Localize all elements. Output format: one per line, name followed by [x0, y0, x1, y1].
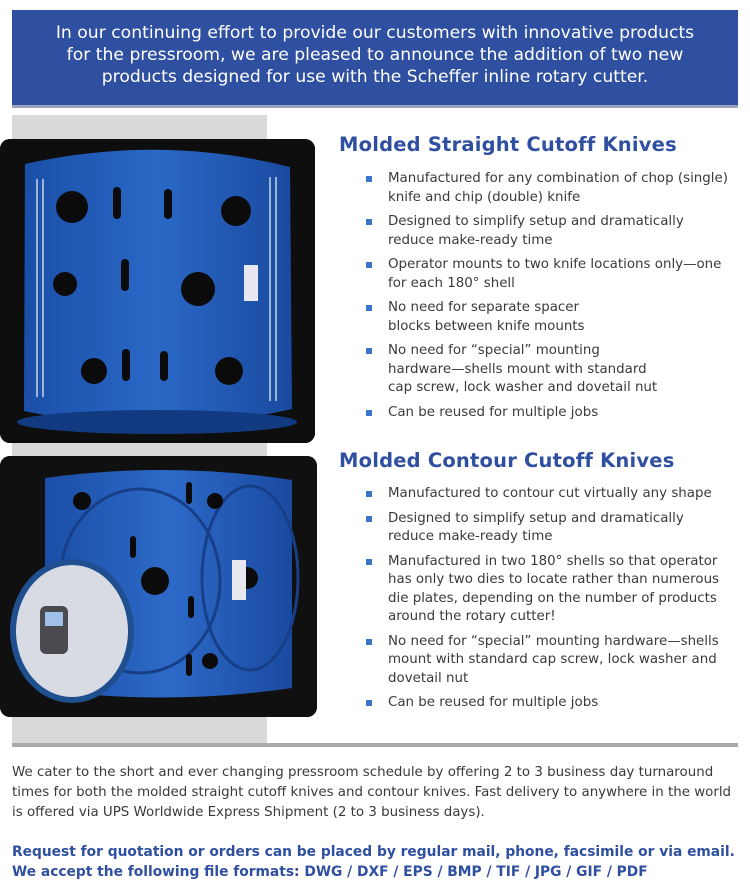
banner-line-2: for the pressroom, we are pleased to announce the addition of two new [66, 45, 684, 65]
bullet-text: No need for separate spacer blocks between knife mounts [388, 300, 585, 334]
bullet-marker [366, 410, 372, 416]
bullet-text: Can be reused for multiple jobs [388, 695, 599, 710]
bullet-text: No need for “special” mounting hardware—shells mount with standard cap screw, lock washer and dovetail nut [388, 343, 658, 395]
list-item [366, 256, 731, 293]
bullet-marker [366, 639, 372, 645]
bullet-marker [366, 491, 372, 497]
list-item [366, 694, 731, 713]
bullet-text: Manufactured to contour cut virtually any shape [388, 486, 712, 501]
bullet-marker [366, 176, 372, 182]
contour-knives-bullet-list [366, 485, 731, 719]
list-item [366, 633, 731, 689]
bullet-marker [366, 262, 372, 268]
file-formats-line: We accept the following file formats: DWG / DXF / EPS / BMP / TIF / JPG / GIF / PDF [12, 864, 648, 880]
list-item [366, 404, 731, 423]
bullet-text: Designed to simplify setup and dramatically reduce make-ready time [388, 510, 684, 544]
bullet-text: Designed to simplify setup and dramatically reduce make-ready time [388, 214, 684, 248]
straight-knives-bullet-list [366, 170, 731, 428]
bullet-text: No need for “special” mounting hardware—shells mount with standard cap screw, lock washer and dovetail nut [388, 633, 719, 686]
list-item [366, 299, 596, 336]
banner-line-3: products designed for use with the Scheffer inline rotary cutter. [101, 67, 649, 87]
section-divider [12, 743, 738, 747]
bullet-marker [366, 348, 372, 354]
contour-knife-photo [0, 456, 317, 717]
straight-knife-photo [0, 139, 315, 443]
bullet-marker [366, 700, 372, 706]
bullet-marker [366, 516, 372, 522]
announcement-banner [12, 10, 738, 108]
list-item [366, 342, 666, 398]
bullet-marker [366, 559, 372, 565]
bullet-text: Manufactured for any combination of chop (single) knife and chip (double) knife [388, 171, 728, 205]
list-item [366, 510, 731, 547]
bullet-text: Operator mounts to two knife locations only—one for each 180° shell [388, 257, 722, 291]
list-item [366, 170, 731, 207]
delivery-paragraph: We cater to the short and ever changing pressroom schedule by offering 2 to 3 business day turnaround times for both the molded straight cutoff knives and contour knives. Fast delivery to anywhere in the world is offered via UPS Worldwide Express Shipment (2 to 3 business days). [12, 765, 732, 820]
list-item [366, 213, 731, 250]
list-item [366, 485, 731, 504]
request-info [12, 842, 742, 882]
straight-knives-heading: Molded Straight Cutoff Knives [339, 133, 677, 156]
bullet-marker [366, 219, 372, 225]
bullet-marker [366, 305, 372, 311]
contour-knives-heading: Molded Contour Cutoff Knives [339, 449, 675, 472]
banner-line-1: In our continuing effort to provide our customers with innovative products [55, 23, 695, 43]
request-line-1: Request for quotation or orders can be placed by regular mail, phone, facsimile or via email. [12, 844, 735, 860]
list-item [366, 553, 731, 627]
bullet-text: Can be reused for multiple jobs [388, 404, 599, 420]
bullet-text: Manufactured in two 180° shells so that operator has only two dies to locate rather than numerous die plates, depending on the number of products around the rotary cutter! [388, 553, 720, 624]
